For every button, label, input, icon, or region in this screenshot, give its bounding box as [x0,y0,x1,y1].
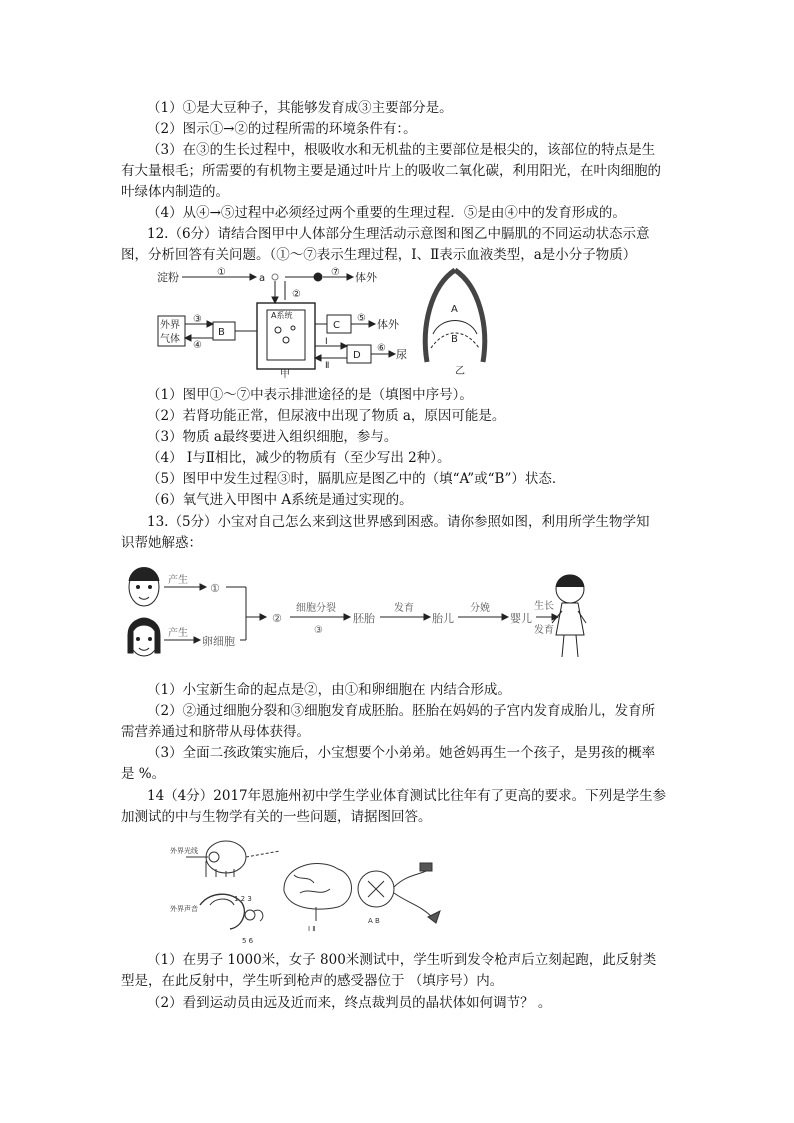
q14-stem-cont: 加测试的中与生物学有关的一些问题，请据图回答。 [121,809,432,825]
process-5-label: ⑤ [357,313,366,324]
light-label: 外界光线 [170,847,198,855]
delivery-label: 分娩 [470,603,490,614]
zygote-label: ② [272,612,282,625]
ear-labels-top: 1 2 3 [234,895,252,903]
process-4-label: ④ [193,340,202,351]
process-3-label: ③ [314,625,323,636]
q12-stem: 12.（6分）请结合图甲中人体部分生理活动示意图和图乙中膈肌的不同运动状态示意 [147,226,650,242]
outside-label: 外界 [160,320,180,331]
q11-part4: （4）从④→⑤过程中必须经过两个重要的生理过程．⑤是由④中的发育形成的。 [147,205,626,221]
q11-part3-cont2: 叶绿体内制造的。 [121,184,229,200]
d-box-label: D [353,350,361,361]
fetus-label: 胎儿 [432,612,454,625]
body-out-label-2: 体外 [377,318,399,331]
q12-stem-cont: 图，分析回答有关问题。（①～⑦表示生理过程，Ⅰ、Ⅱ表示血液类型，a是小分子物质） [121,247,637,263]
substance-a-label: a [259,273,266,284]
process-2-label: ② [292,289,301,300]
q12-part3: （3）物质 a最终要进入组织细胞，参与。 [147,429,398,445]
q11-part1: （1）①是大豆种子，其能够发育成③主要部分是。 [147,100,453,116]
a-system-label: A系统 [271,311,293,320]
figure-12 [155,266,495,378]
q13-part1: （1）小宝新生命的起点是②，由①和卵细胞在 内结合形成。 [147,682,511,698]
brain-labels: Ⅰ Ⅱ [308,925,316,933]
c-box-label: C [333,320,340,331]
q14-part1: （1）在男子 1000米，女子 800米测试中，学生听到发令枪声后立刻起跑，此反射类 [147,952,657,968]
produce-label-1: 产生 [168,575,188,586]
q13-part2-cont: 需营养通过和脐带从母体获得。 [121,724,310,740]
develop-label-2: 发育 [534,625,554,636]
blood-type-2-label: Ⅱ [325,361,330,371]
egg-label: 卵细胞 [202,635,235,648]
process-1-label: ① [217,267,226,278]
embryo-label: 胚胎 [353,612,375,625]
grow-label: 生长 [534,601,554,612]
body-out-label-1: 体外 [355,271,377,284]
sperm-label: ① [210,582,220,595]
figure-jia-label: 甲 [280,369,290,378]
figure-14 [170,831,448,946]
q12-part6: （6）氧气进入甲图中 A系统是通过实现的。 [147,492,413,508]
urine-label: 尿 [396,348,407,361]
q14-part2: （2）看到运动员由远及近而来，终点裁判员的晶状体如何调节？ 。 [147,995,552,1011]
blood-type-1-label: Ⅰ [325,337,328,347]
produce-label-2: 产生 [168,628,188,639]
q14-stem: 14（4分）2017年恩施州初中学生学业体育测试比往年有了更高的要求。下列是学生参 [147,788,667,804]
q13-stem: 13.（5分）小宝对自己怎么来到这世界感到困惑。请你参照如图，利用所学生物学知 [147,514,650,530]
q12-part1: （1）图甲①～⑦中表示排泄途径的是（填图中序号）。 [147,387,473,403]
q13-stem-cont: 识帮她解惑： [121,535,202,551]
q11-part2: （2）图示①→②的过程所需的环境条件有：。 [147,121,417,137]
infant-label: 婴儿 [510,612,532,625]
gas-label: 气体 [160,334,180,345]
cell-division-label: 细胞分裂 [296,603,336,614]
q12-part4: （4） Ⅰ与Ⅱ相比，减少的物质有（至少写出 2种）。 [147,450,451,466]
q12-part5: （5）图甲中发生过程③时，膈肌应是图乙中的（填“A”或“B”）状态． [147,471,566,487]
starch-label: 淀粉 [157,271,179,284]
ear-labels-bottom: 5 6 [242,937,254,945]
q11-part3-cont1: 有大量根毛；所需要的有机物主要是通过叶片上的吸收二氧化碳，利用阳光，在叶肉细胞的 [121,163,661,179]
figure-yi-label: 乙 [455,366,465,377]
q13-part2: （2）②通过细胞分裂和③细胞发育成胚胎。胚胎在妈妈的子宫内发育成胎儿，发育所 [147,703,656,719]
b-box-label: B [218,327,225,338]
q13-part3-cont: 是 %。 [121,766,166,782]
spinal-cord-labels: A B [368,917,380,925]
process-7-label: ⑦ [331,267,340,278]
q11-part3: （3）在③的生长过程中，根吸收水和无机盐的主要部位是根尖的，该部位的特点是生 [147,142,656,158]
q14-part1-cont: 型是，在此反射中，学生听到枪声的感受器位于 （填序号）内。 [121,973,504,989]
develop-label-1: 发育 [394,603,414,614]
sound-label: 外界声音 [170,905,198,913]
diaphragm-state-a-label: A [451,304,458,315]
figure-13 [122,557,592,665]
diaphragm-state-b-label: B [451,334,458,345]
process-6-label: ⑥ [377,343,386,354]
q12-part2: （2）若肾功能正常，但尿液中出现了物质 a，原因可能是。 [147,408,506,424]
process-3-label: ③ [193,314,202,325]
q13-part3: （3）全面二孩政策实施后，小宝想要个小弟弟。她爸妈再生一个孩子，是男孩的概率 [147,745,656,761]
